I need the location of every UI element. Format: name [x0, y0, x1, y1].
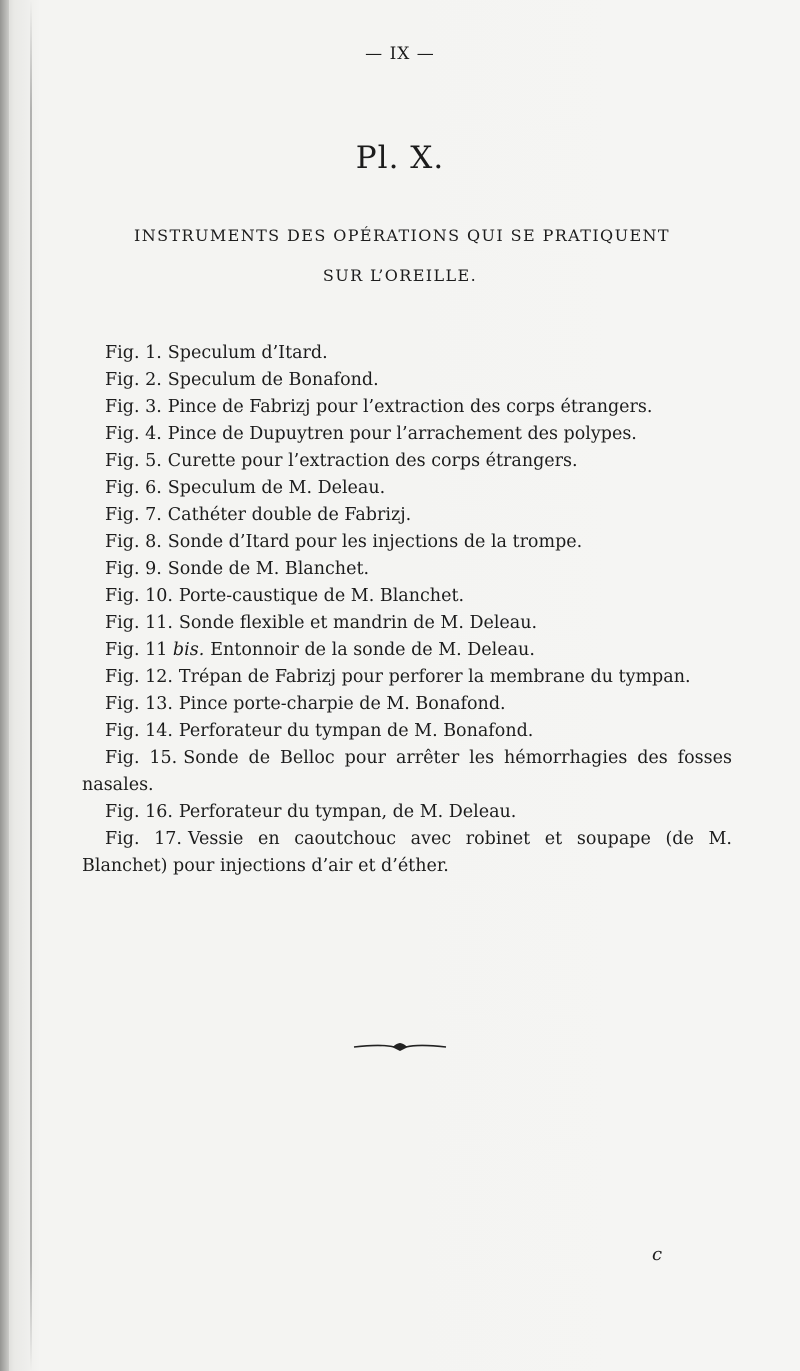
figure-label: Fig. 7.	[105, 505, 162, 525]
figure-entry	[82, 394, 732, 421]
figure-entry	[82, 556, 732, 583]
figure-label: Fig. 8.	[105, 532, 162, 552]
figure-description: Porte-caustique de M. Blanchet.	[178, 586, 465, 606]
figure-entry	[82, 502, 732, 529]
figure-entry	[82, 826, 732, 880]
plate-title: Pl. X.	[355, 140, 445, 176]
page-edge-shadow	[0, 0, 9, 1371]
figure-label: Fig. 13.	[105, 694, 173, 714]
figure-description: Entonnoir de la sonde de M. Deleau.	[210, 640, 535, 660]
figure-description: Speculum d’Itard.	[167, 343, 328, 363]
figure-description: Pince de Fabrizj pour l’extraction des corps étrangers.	[167, 397, 653, 417]
figure-label: Fig. 1.	[105, 343, 162, 363]
figure-label: Fig. 10.	[105, 586, 173, 606]
section-subtitle-line-2: SUR L’OREILLE.	[322, 266, 478, 285]
figure-entry	[82, 745, 732, 799]
figure-description: Speculum de Bonafond.	[167, 370, 379, 390]
figure-label: Fig. 6.	[105, 478, 162, 498]
figure-entry	[82, 664, 732, 691]
figure-label-italic: bis.	[172, 640, 205, 660]
figure-entry	[82, 583, 732, 610]
figure-entry	[82, 799, 732, 826]
figure-list	[82, 340, 732, 880]
figure-entry	[82, 475, 732, 502]
figure-description: Curette pour l’extraction des corps étrangers.	[167, 451, 578, 471]
figure-entry	[82, 421, 732, 448]
figure-label: Fig. 3.	[105, 397, 162, 417]
figure-label: Fig. 4.	[105, 424, 162, 444]
figure-label: Fig. 16.	[105, 802, 173, 822]
figure-description: Sonde flexible et mandrin de M. Deleau.	[178, 613, 538, 633]
figure-description: Vessie en caoutchouc avec robinet et soupape (de M. Blanchet) pour injections d’air et d’éther.	[82, 829, 732, 876]
figure-description: Sonde d’Itard pour les injections de la trompe.	[167, 532, 583, 552]
figure-entry	[82, 367, 732, 394]
figure-description: Sonde de M. Blanchet.	[167, 559, 370, 579]
page-folio: — IX —	[365, 44, 435, 64]
figure-label: Fig. 9.	[105, 559, 162, 579]
figure-description: Pince porte-charpie de M. Bonafond.	[178, 694, 506, 714]
figure-entry	[82, 691, 732, 718]
figure-entry	[82, 637, 732, 664]
end-ornament-icon	[352, 1040, 448, 1054]
figure-entry	[82, 610, 732, 637]
figure-label: Fig. 5.	[105, 451, 162, 471]
figure-entry	[82, 340, 732, 367]
figure-label: Fig. 11.	[105, 613, 173, 633]
figure-entry	[82, 529, 732, 556]
figure-label: Fig. 12.	[105, 667, 173, 687]
figure-entry	[82, 718, 732, 745]
figure-label: Fig. 11	[105, 640, 168, 660]
figure-description: Speculum de M. Deleau.	[167, 478, 386, 498]
binding-line	[30, 0, 32, 1371]
figure-description: Sonde de Belloc pour arrêter les hémorrhagies des fosses nasales.	[82, 748, 732, 795]
signature-mark: c	[652, 1244, 663, 1265]
figure-label: Fig. 17.	[105, 829, 182, 849]
figure-entry	[82, 448, 732, 475]
figure-description: Cathéter double de Fabrizj.	[167, 505, 412, 525]
figure-description: Trépan de Fabrizj pour perforer la membrane du tympan.	[178, 667, 691, 687]
figure-description: Perforateur du tympan de M. Bonafond.	[178, 721, 534, 741]
figure-label: Fig. 15.	[105, 748, 178, 768]
section-subtitle-line-1: INSTRUMENTS DES OPÉRATIONS QUI SE PRATIQUENT	[133, 226, 671, 245]
figure-label: Fig. 14.	[105, 721, 173, 741]
figure-label: Fig. 2.	[105, 370, 162, 390]
figure-description: Perforateur du tympan, de M. Deleau.	[178, 802, 517, 822]
figure-description: Pince de Dupuytren pour l’arrachement des polypes.	[167, 424, 637, 444]
